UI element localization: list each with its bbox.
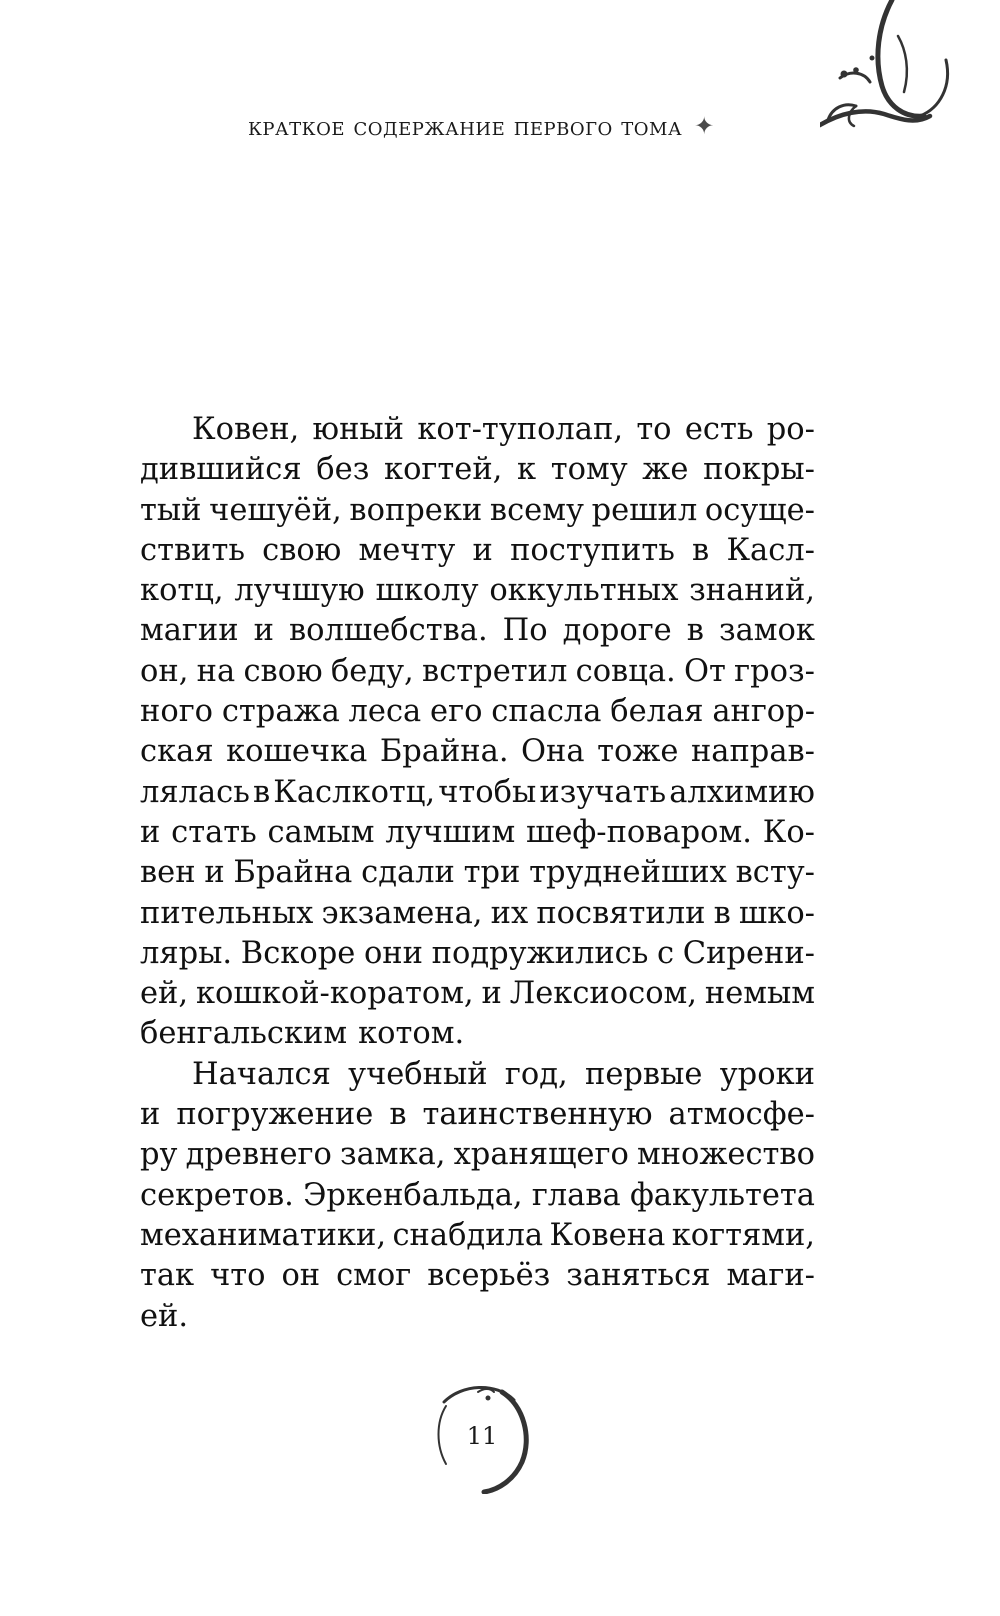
running-head-title: краткое содержание первого тома [248, 111, 683, 141]
text-line: ляры. Вскоре они подружились с Сирени- [140, 935, 815, 971]
paragraph-2 [140, 1055, 815, 1337]
text-line: пительных экзамена, их посвятили в шко- [140, 895, 815, 931]
text-line: бенгальским котом. [140, 1016, 465, 1052]
text-line: ская кошечка Брайна. Она тоже направ- [140, 734, 815, 770]
text-line: ствить свою мечту и поступить в Касл- [140, 532, 815, 568]
body-text [140, 410, 815, 1337]
text-line: котц, лучшую школу оккультных знаний, [140, 573, 815, 609]
running-head [248, 104, 808, 148]
text-line: так что он смог всерьёз заняться маги- [140, 1258, 815, 1294]
flourish-ornament-icon [820, 0, 1000, 150]
text-line: лялась в Каслкотц, чтобы изучать алхимию [140, 774, 815, 810]
text-line: магии и волшебства. По дороге в замок [140, 613, 815, 649]
text-line: тый чешуёй, вопреки всему решил осуще- [140, 492, 815, 528]
text-line: дившийся без когтей, к тому же покры- [140, 452, 815, 488]
text-line: механиматики, снабдила Ковена когтями, [140, 1217, 815, 1253]
text-line: ей. [140, 1298, 189, 1334]
text-line: и стать самым лучшим шеф-поваром. Ко- [140, 814, 815, 850]
text-line: ру древнего замка, хранящего множество [140, 1137, 815, 1173]
text-line: и погружение в таинственную атмосфе- [140, 1097, 815, 1133]
text-line: ного стража леса его спасла белая ангор- [140, 694, 815, 730]
star-icon: ✦ [694, 112, 715, 140]
paragraph-1 [140, 410, 815, 1055]
text-line: Начался учебный год, первые уроки [192, 1056, 815, 1092]
page-number: 11 [466, 1422, 498, 1450]
page-number-block [432, 1378, 532, 1494]
text-line: Ковен, юный кот-туполап, то есть ро- [192, 412, 815, 447]
text-line: вен и Брайна сдали три труднейших всту- [140, 855, 815, 891]
text-line: он, на свою беду, встретил совца. От гроз- [140, 653, 815, 689]
text-line: ей, кошкой-коратом, и Лексиосом, немым [140, 976, 815, 1012]
text-line: секретов. Эркенбальда, глава факультета [140, 1177, 815, 1213]
